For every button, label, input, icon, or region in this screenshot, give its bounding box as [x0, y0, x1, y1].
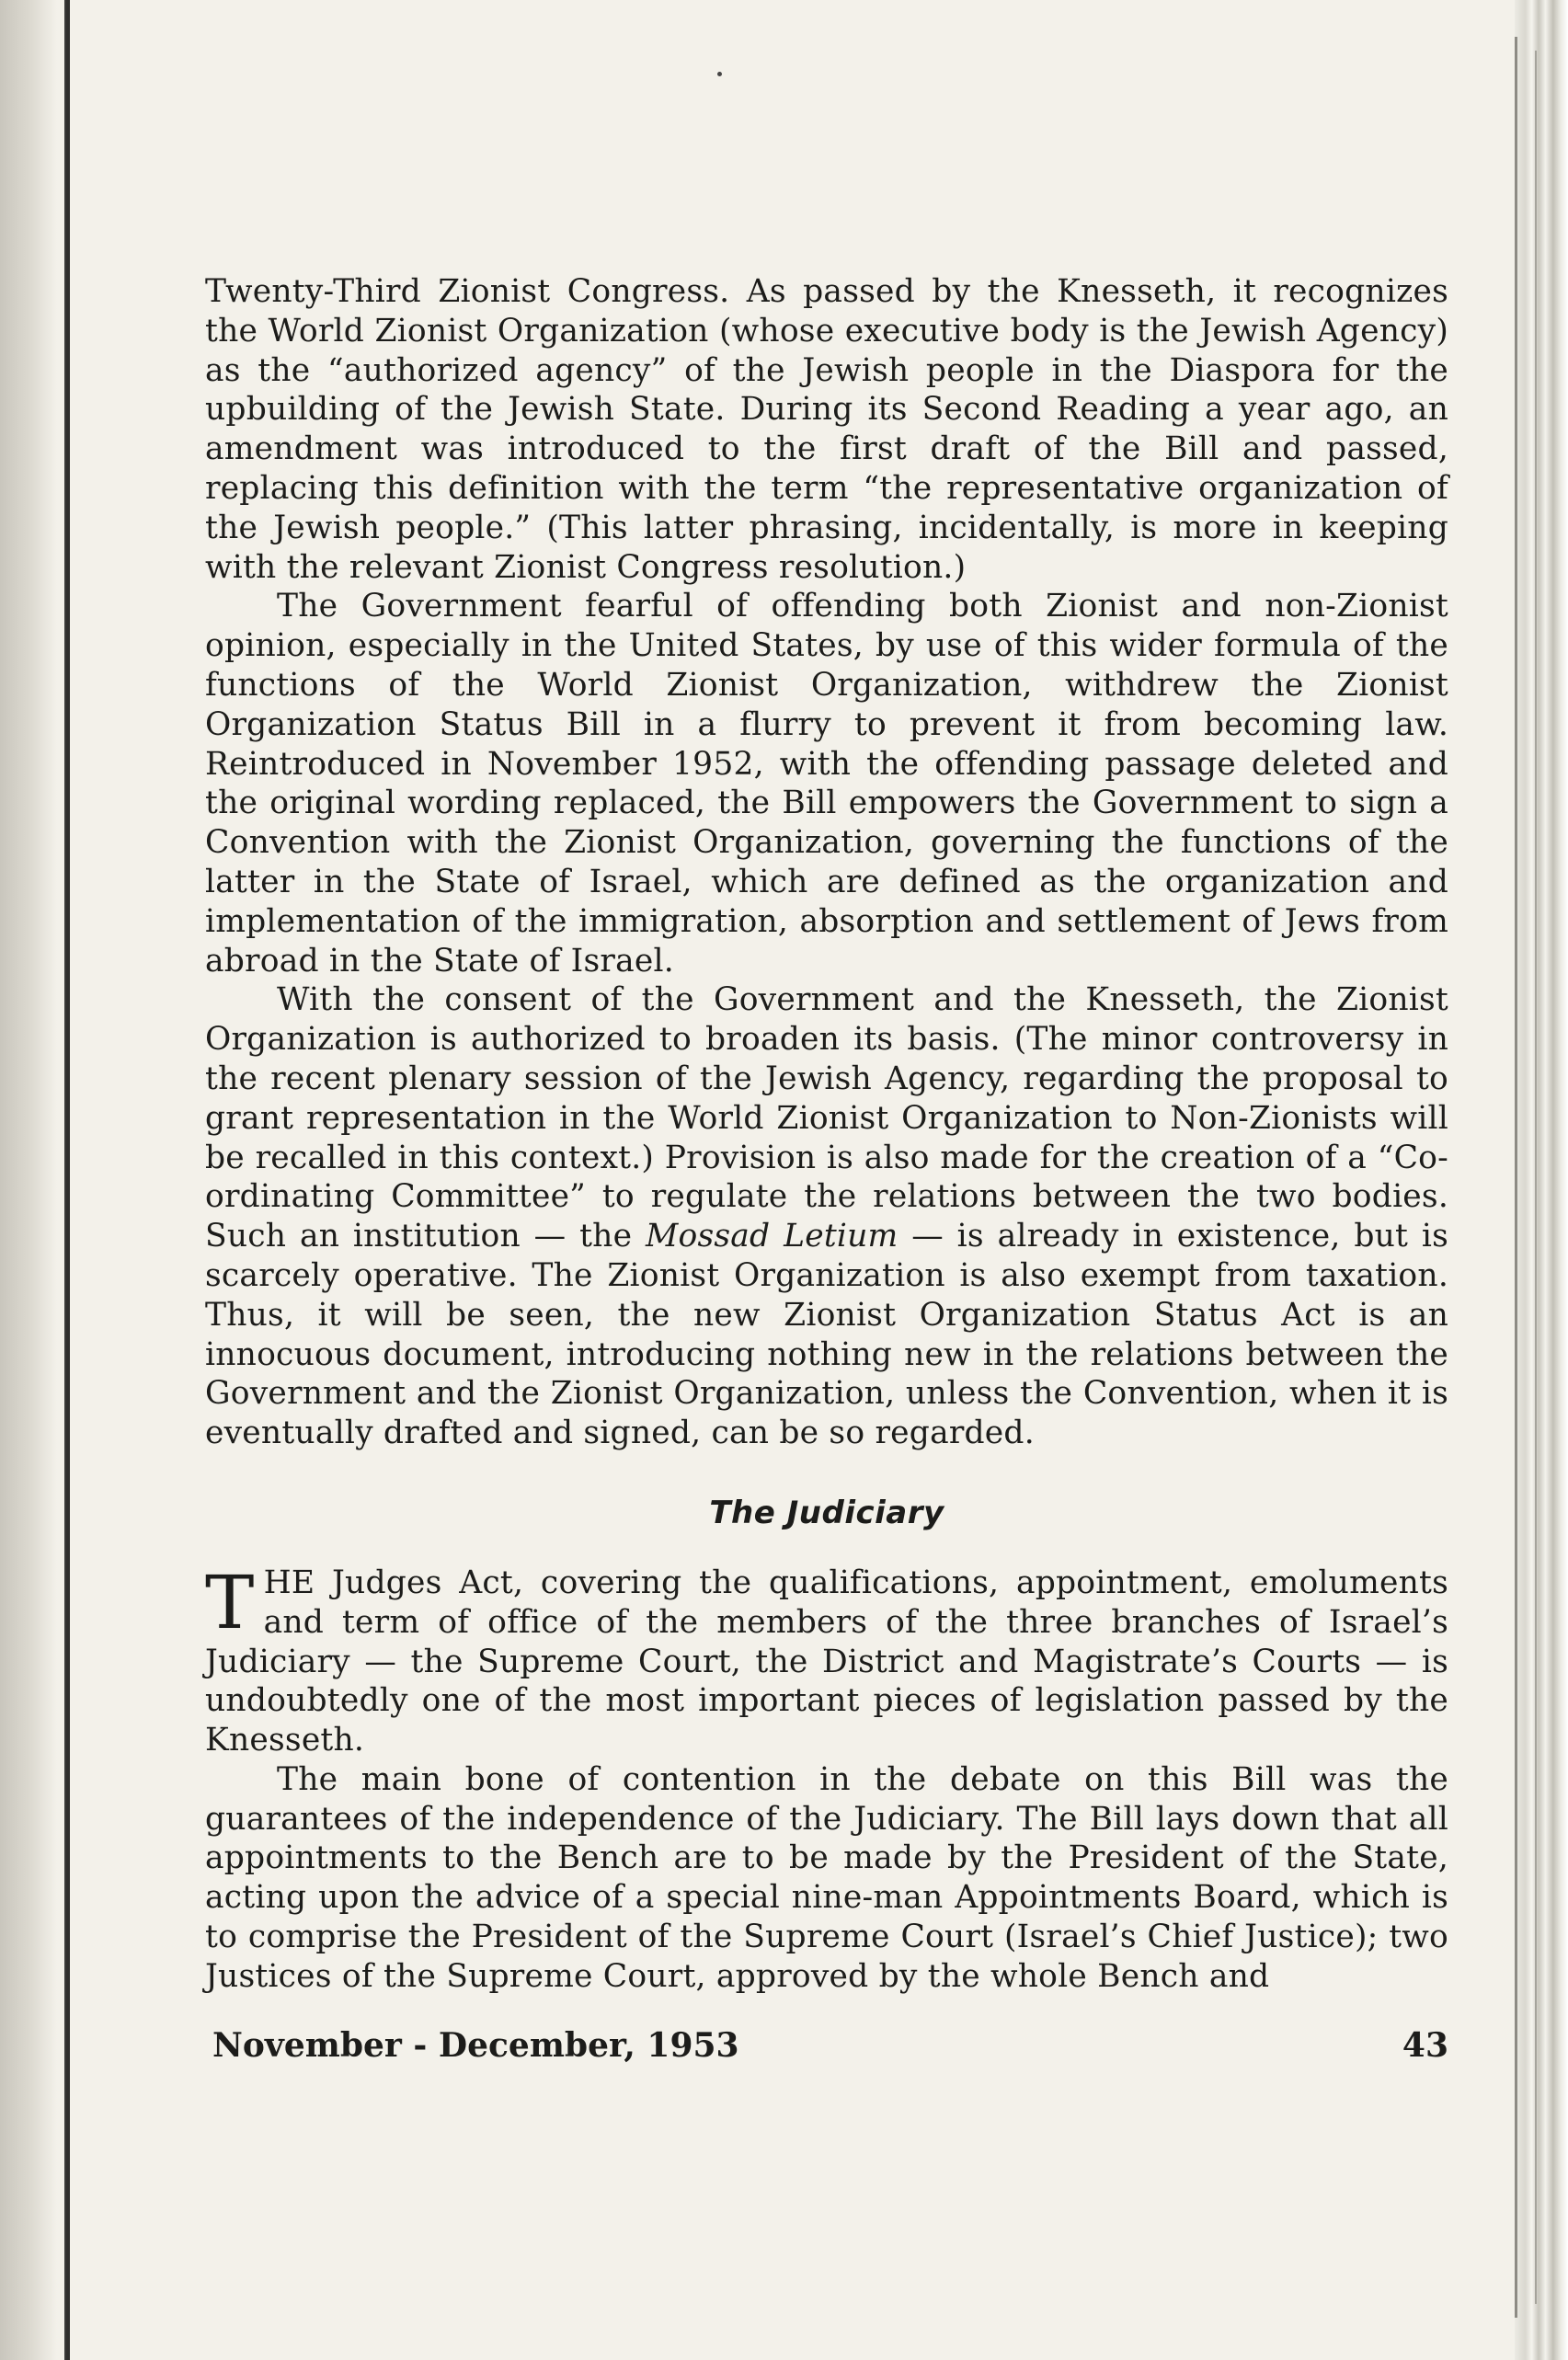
left-page-border: [0, 0, 57, 2360]
page-footer: [205, 2026, 1448, 2081]
drop-cap: T: [205, 1559, 255, 1645]
article-body: [205, 272, 1448, 1997]
body-paragraph-2: The Government fearful of offending both Zionist and non-Zionist opinion, especially in the United States, by use of this wider formula of the functions of the World Zionist Organization, withdrew the Zionist Organization Status Bill in a flurry to prevent it from becoming law. Reintroduced in November 1952, with the offending passage deleted and the original wording replaced, the Bill empowers the Government to sign a Convention with the Zionist Organization, governing the functions of the latter in the State of Israel, which are defined as the organization and implementation of the immigration, absorption and settlement of Jews from abroad in the State of Israel.: [205, 588, 1448, 980]
spine-line: [66, 0, 70, 2360]
section-paragraph-2: The main bone of contention in the debate on this Bill was the guarantees of the independence of the Judiciary. The Bill lays down that all appointments to the Bench are to be made by the President of the State, acting upon the advice of a special nine-man Appointments Board, which is to comprise the President of the Supreme Court (Israel’s Chief Justice); two Justices of the Supreme Court, approved by the whole Bench and: [205, 1760, 1448, 1995]
section-heading: The Judiciary: [709, 1494, 944, 1531]
mossad-letium-italic: Mossad Letium: [645, 1218, 898, 1255]
page-edges: [1515, 0, 1568, 2360]
paragraph-3-text-start: With the consent of the Government and the Knesseth, the Zionist Organization is authorized to broaden its basis. (The minor controversy in the recent plenary session of the Jewish Agency, regarding the proposal to grant representation in the World Zionist Organization to Non-Zionists will be recalled in this context.) Provision is also made for the creation of a “Co-ordinating Committee” to regulate the relations between the two bodies. Such an institution — the: [205, 981, 1448, 1255]
page-number: 43: [1402, 2026, 1448, 2065]
body-paragraph-1: Twenty-Third Zionist Congress. As passed by the Knesseth, it recognizes the World Zionist Organization (whose executive body is the Jewish Agency) as the “authorized agency” of the Jewish people in the Diaspora for the upbuilding of the Jewish State. During its Second Reading a year ago, an amendment was introduced to the first draft of the Bill and passed, replacing this definition with the term “the representative organization of the Jewish people.” (This latter phrasing, incidentally, is more in keeping with the relevant Zionist Congress resolution.): [205, 273, 1448, 586]
body-paragraph-3: [205, 980, 1448, 1453]
section-paragraph-1: [205, 1559, 1448, 1760]
paragraph-3-text-end: — is already in existence, but is scarcely operative. The Zionist Organization is also exempt from taxation. Thus, it will be seen, the new Zionist Organization Status Act is an innocuous document, introducing nothing new in the relations between the Government and the Zionist Organization, unless the Convention, when it is eventually drafted and signed, can be so regarded.: [205, 1218, 1449, 1452]
issue-date: November - December, 1953: [212, 2026, 739, 2065]
print-speck: [717, 72, 722, 76]
section-paragraph-1-text: HE Judges Act, covering the qualifications, appointment, emoluments and term of office of the members of the three branches of Israel’s Judiciary — the Supreme Court, the District and Magistrate’s Courts — is undoubtedly one of the most important pieces of legislation passed by the Knesseth.: [205, 1564, 1448, 1759]
